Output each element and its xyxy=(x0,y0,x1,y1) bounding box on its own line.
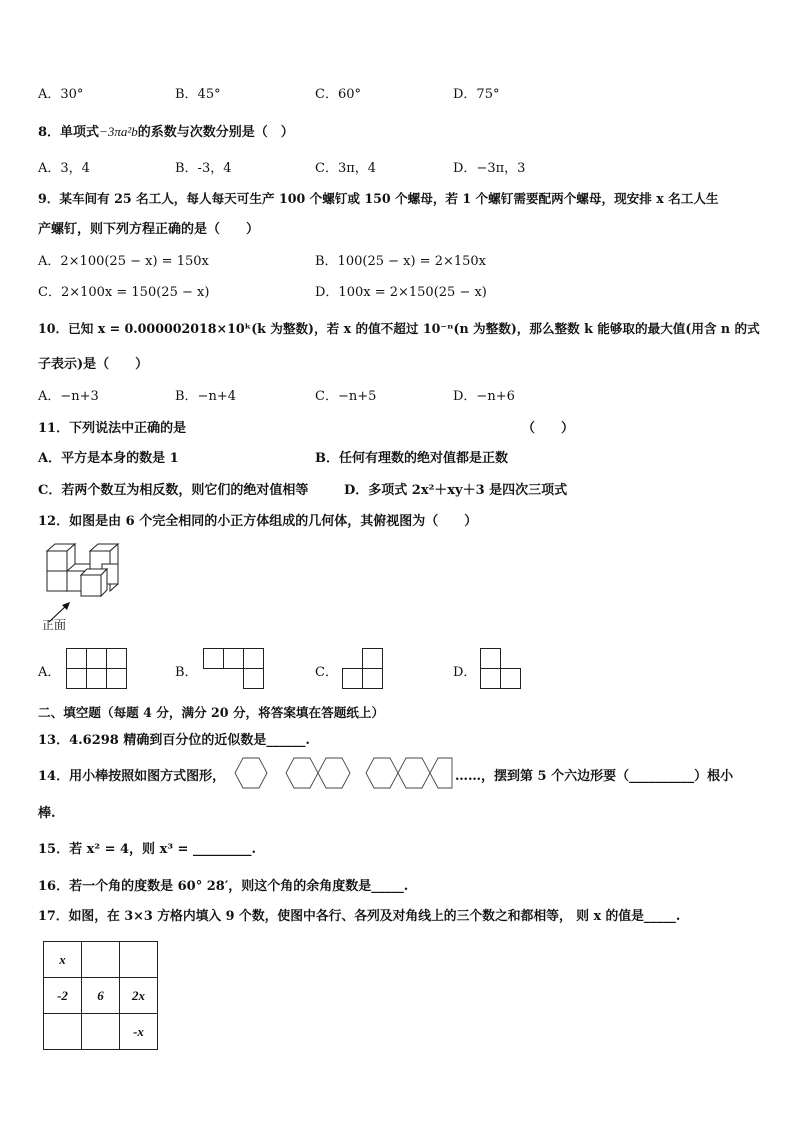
q9-stem-line2: 产螺钉，则下列方程正确的是（ ） xyxy=(38,222,260,237)
grid-cell: x xyxy=(44,942,82,978)
grid-row xyxy=(44,978,158,1014)
q14-post: ……，摆到第 5 个六边形要（__________）根小 xyxy=(455,769,734,784)
q12-option-c-figure xyxy=(342,648,384,690)
grid-cell xyxy=(120,942,158,978)
grid-cell xyxy=(82,942,120,978)
grid-cell: 6 xyxy=(82,978,120,1014)
hexagon-figure-1 xyxy=(235,757,269,789)
magic-square-grid xyxy=(43,941,158,1050)
q10-option-a: A．−n+3 xyxy=(38,389,99,404)
q8-stem xyxy=(38,121,294,140)
q10-stem-line2: 子表示)是（ ） xyxy=(38,357,149,372)
q17: 17．如图，在 3×3 方格内填入 9 个数，使图中各行、各列及对角线上的三个数之和都相等， 则 x 的值是_____. xyxy=(38,909,681,924)
cube-figure xyxy=(44,543,134,603)
q16: 16．若一个角的度数是 60° 28′，则这个角的余角度数是_____. xyxy=(38,879,409,894)
q7-option-d: D．75° xyxy=(453,87,500,102)
q7-option-b: B．45° xyxy=(175,87,221,102)
grid-cell xyxy=(82,1014,120,1050)
q12-stem: 12．如图是由 6 个完全相同的小正方体组成的几何体，其俯视图为（ ） xyxy=(38,514,478,529)
q12-option-d-figure xyxy=(480,648,522,690)
q9-option-d: D．100x = 2×150(25 − x) xyxy=(315,285,487,300)
q10-option-c: C．−n+5 xyxy=(315,389,377,404)
grid-cell: -x xyxy=(120,1014,158,1050)
q8-stem-pre: 8．单项式 xyxy=(38,125,100,140)
grid-cell xyxy=(44,1014,82,1050)
q11-option-b: B．任何有理数的绝对值都是正数 xyxy=(315,451,508,466)
q12-option-b-label: B． xyxy=(175,665,198,680)
q10-option-d: D．−n+6 xyxy=(453,389,515,404)
q9-option-c: C．2×100x = 150(25 − x) xyxy=(38,285,210,300)
q11-paren: （ ） xyxy=(522,421,575,436)
section-2-heading: 二、填空题（每题 4 分，满分 20 分，将答案填在答题纸上） xyxy=(38,705,385,720)
q12-option-d-label: D． xyxy=(453,665,477,680)
q12-option-a-figure xyxy=(66,648,128,690)
q12-option-c-label: C． xyxy=(315,665,338,680)
q7-option-c: C．60° xyxy=(315,87,361,102)
q7-option-a: A．30° xyxy=(38,87,84,102)
q11-option-d: D．多项式 2x²＋xy＋3 是四次三项式 xyxy=(344,483,568,498)
q9-option-a: A．2×100(25 − x) = 150x xyxy=(38,254,209,269)
q14-line2: 棒. xyxy=(38,806,56,821)
q15: 15．若 x² = 4，则 x³ = _________. xyxy=(38,842,256,857)
q12-option-b-figure xyxy=(203,648,265,690)
front-label: 正面 xyxy=(42,618,67,632)
q10-option-b: B．−n+4 xyxy=(175,389,236,404)
q8-expression: −3πa²b xyxy=(99,124,138,139)
q9-stem-line1: 9．某车间有 25 名工人，每人每天可生产 100 个螺钉或 150 个螺母，若 1 个螺钉需要配两个螺母，现安排 x 名工人生 xyxy=(38,191,719,206)
q14-pre: 14．用小棒按照如图方式图形， xyxy=(38,769,226,784)
grid-row xyxy=(44,1014,158,1050)
grid-cell: 2x xyxy=(120,978,158,1014)
q8-stem-post: 的系数与次数分别是（ ） xyxy=(137,125,294,140)
grid-cell: -2 xyxy=(44,978,82,1014)
grid-row xyxy=(44,942,158,978)
q8-option-c: C．3π，4 xyxy=(315,161,377,176)
q11-stem: 11．下列说法中正确的是 xyxy=(38,421,187,436)
hexagon-figure-3 xyxy=(366,757,452,789)
q9-option-b: B．100(25 − x) = 2×150x xyxy=(315,254,487,269)
q11-option-c: C．若两个数互为相反数，则它们的绝对值相等 xyxy=(38,483,309,498)
hexagon-figure-2 xyxy=(286,757,346,789)
q12-option-a-label: A． xyxy=(38,665,61,680)
q13: 13．4.6298 精确到百分位的近似数是______. xyxy=(38,733,310,748)
q8-option-a: A．3，4 xyxy=(38,161,90,176)
q8-option-b: B．-3，4 xyxy=(175,161,232,176)
q11-option-a: A．平方是本身的数是 1 xyxy=(38,451,179,466)
q8-option-d: D．−3π，3 xyxy=(453,161,526,176)
q10-stem-line1: 10．已知 x = 0.000002018×10ᵏ(k 为整数)，若 x 的值不超过 10⁻ⁿ(n 为整数)，那么整数 k 能够取的最大值(用含 n 的式 xyxy=(38,321,760,336)
